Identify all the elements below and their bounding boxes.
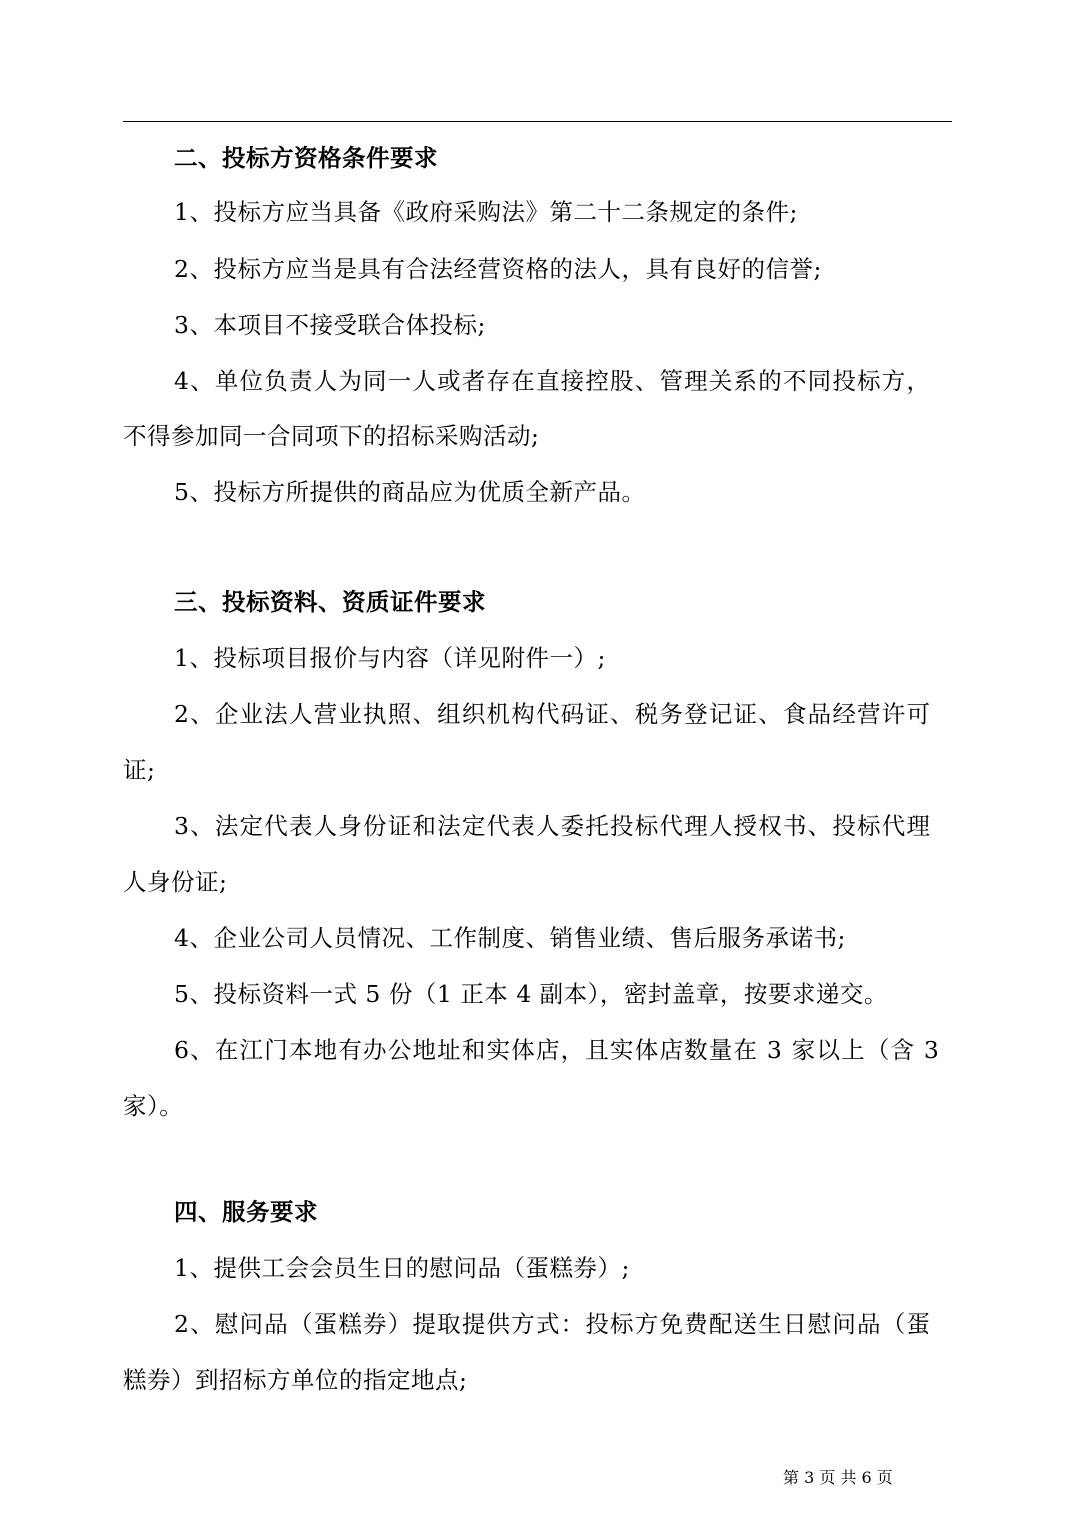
paragraph-line-continued: 人身份证;	[123, 868, 228, 896]
paragraph-line: 1、投标方应当具备《政府采购法》第二十二条规定的条件;	[174, 198, 798, 226]
section-heading-qualifications: 二、投标方资格条件要求	[174, 144, 438, 172]
paragraph-line: 2、投标方应当是具有合法经营资格的法人，具有良好的信誉;	[174, 255, 822, 283]
paragraph-line: 6、在江门本地有办公地址和实体店，且实体店数量在 3 家以上（含 3	[174, 1036, 941, 1064]
paragraph-line-continued: 证;	[123, 756, 156, 784]
paragraph-line: 2、慰问品（蛋糕券）提取提供方式：投标方免费配送生日慰问品（蛋	[174, 1310, 932, 1338]
paragraph-line-continued: 不得参加同一合同项下的招标采购活动;	[123, 422, 540, 450]
paragraph-line: 2、企业法人营业执照、组织机构代码证、税务登记证、食品经营许可	[174, 700, 932, 728]
paragraph-line-continued: 糕券）到招标方单位的指定地点;	[123, 1366, 468, 1394]
page-number: 第 3 页 共 6 页	[783, 1468, 893, 1487]
paragraph-line-continued: 家）。	[123, 1092, 184, 1120]
paragraph-line: 5、投标方所提供的商品应为优质全新产品。	[174, 478, 646, 506]
paragraph-line: 1、投标项目报价与内容（详见附件一）;	[174, 644, 606, 672]
paragraph-line: 3、本项目不接受联合体投标;	[174, 311, 486, 339]
paragraph-line: 3、法定代表人身份证和法定代表人委托投标代理人授权书、投标代理	[174, 812, 932, 840]
header-rule	[123, 121, 952, 122]
section-heading-service: 四、服务要求	[174, 1198, 318, 1226]
paragraph-line: 1、提供工会会员生日的慰问品（蛋糕券）;	[174, 1254, 630, 1282]
paragraph-line: 5、投标资料一式 5 份（1 正本 4 副本），密封盖章，按要求递交。	[174, 980, 888, 1008]
section-heading-documents: 三、投标资料、资质证件要求	[174, 588, 486, 616]
paragraph-line: 4、企业公司人员情况、工作制度、销售业绩、售后服务承诺书;	[174, 924, 846, 952]
paragraph-line: 4、单位负责人为同一人或者存在直接控股、管理关系的不同投标方，	[174, 367, 932, 395]
